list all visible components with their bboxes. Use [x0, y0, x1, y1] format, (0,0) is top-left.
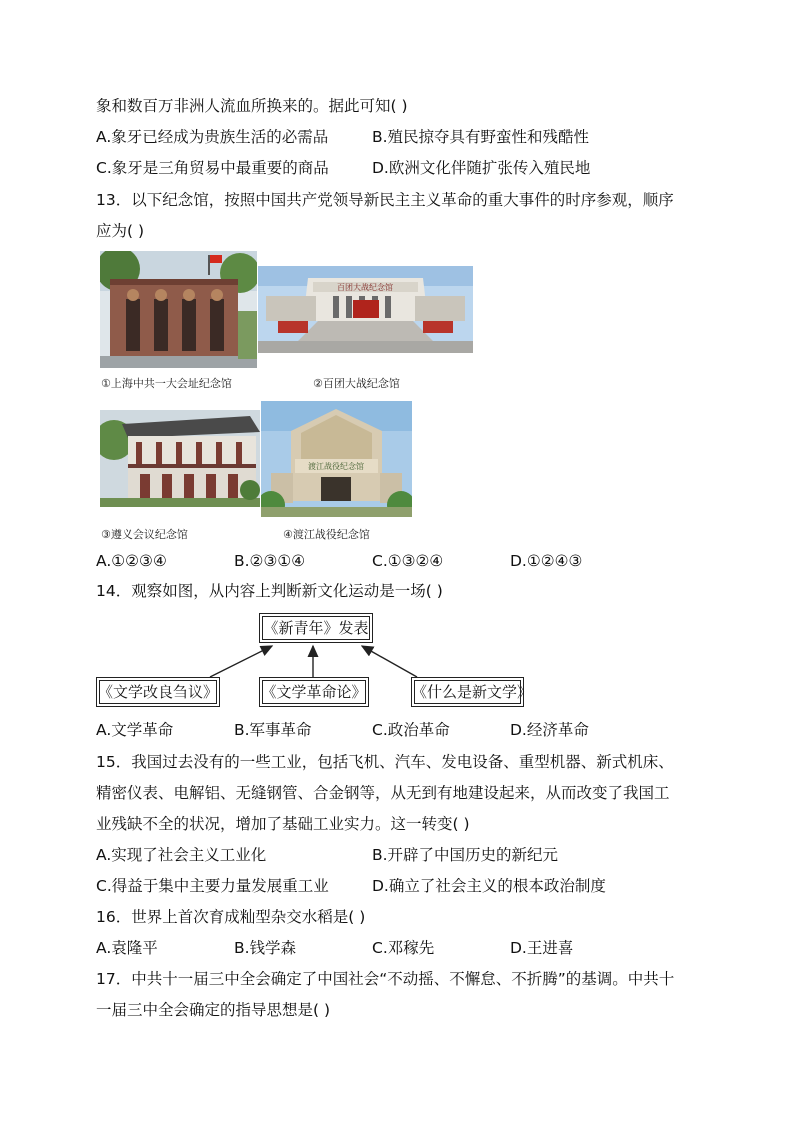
diagram-box-top: 《新青年》发表: [259, 613, 373, 643]
q12-option-d: D.欧洲文化伴随扩张传入殖民地: [372, 159, 591, 177]
q15-stem-line3: 业残缺不全的状况，增加了基础工业实力。这一转变( ): [96, 815, 470, 833]
photo-caption-3: ③遵义会议纪念馆: [101, 528, 188, 541]
q12-stem: 象和数百万非洲人流血所换来的。据此可知( ): [96, 97, 408, 115]
q13-option-b: B.②③①④: [234, 552, 306, 570]
q16-option-a: A.袁隆平: [96, 939, 158, 957]
q15-option-b: B.开辟了中国历史的新纪元: [372, 846, 559, 864]
q13-option-c: C.①③②④: [372, 552, 444, 570]
q17-stem-line1: 17．中共十一届三中全会确定了中国社会“不动摇、不懈怠、不折腾”的基调。中共十: [96, 970, 675, 988]
q13-option-d: D.①②④③: [510, 552, 583, 570]
q12-option-b: B.殖民掠夺具有野蛮性和残酷性: [372, 128, 590, 146]
arrow-left: [210, 646, 272, 677]
photo-caption-1: ①上海中共一大会址纪念馆: [101, 377, 232, 390]
q12-option-a: A.象牙已经成为贵族生活的必需品: [96, 128, 329, 146]
q15-stem-line1: 15．我国过去没有的一些工业，包括飞机、汽车、发电设备、重型机器、新式机床、: [96, 753, 674, 771]
q17-stem-line2: 一届三中全会确定的指导思想是( ): [96, 1001, 331, 1019]
q13-stem-line2: 应为( ): [96, 222, 145, 240]
q13-stem-line1: 13．以下纪念馆，按照中国共产党领导新民主主义革命的重大事件的时序参观，顺序: [96, 191, 674, 209]
q16-option-c: C.邓稼先: [372, 939, 435, 957]
q15-stem-line2: 精密仪表、电解铝、无缝钢管、合金钢等，从无到有地建设起来，从而改变了我国工: [96, 784, 670, 802]
q15-option-c: C.得益于集中主要力量发展重工业: [96, 877, 329, 895]
baituan-sign-text: 百团大战纪念馆: [337, 283, 393, 292]
diagram-box-left: 《文学改良刍议》: [96, 677, 220, 707]
q14-option-c: C.政治革命: [372, 721, 450, 739]
q14-option-b: B.军事革命: [234, 721, 312, 739]
q16-stem: 16．世界上首次育成籼型杂交水稻是( ): [96, 908, 366, 926]
photo-caption-2: ②百团大战纪念馆: [313, 377, 400, 390]
q16-option-d: D.王进喜: [510, 939, 574, 957]
diagram-box-middle: 《文学革命论》: [259, 677, 369, 707]
q13-option-a: A.①②③④: [96, 552, 167, 570]
dujiang-sign-text: 渡江战役纪念馆: [308, 462, 364, 471]
q16-option-b: B.钱学森: [234, 939, 297, 957]
q14-option-a: A.文学革命: [96, 721, 174, 739]
diagram-box-right: 《什么是新文学》: [411, 677, 524, 707]
photo-caption-4: ④渡江战役纪念馆: [283, 528, 370, 541]
q14-stem: 14．观察如图，从内容上判断新文化运动是一场( ): [96, 582, 443, 600]
q12-option-c: C.象牙是三角贸易中最重要的商品: [96, 159, 329, 177]
arrow-right: [362, 646, 417, 677]
q14-option-d: D.经济革命: [510, 721, 589, 739]
q15-option-d: D.确立了社会主义的根本政治制度: [372, 877, 606, 895]
q15-option-a: A.实现了社会主义工业化: [96, 846, 267, 864]
